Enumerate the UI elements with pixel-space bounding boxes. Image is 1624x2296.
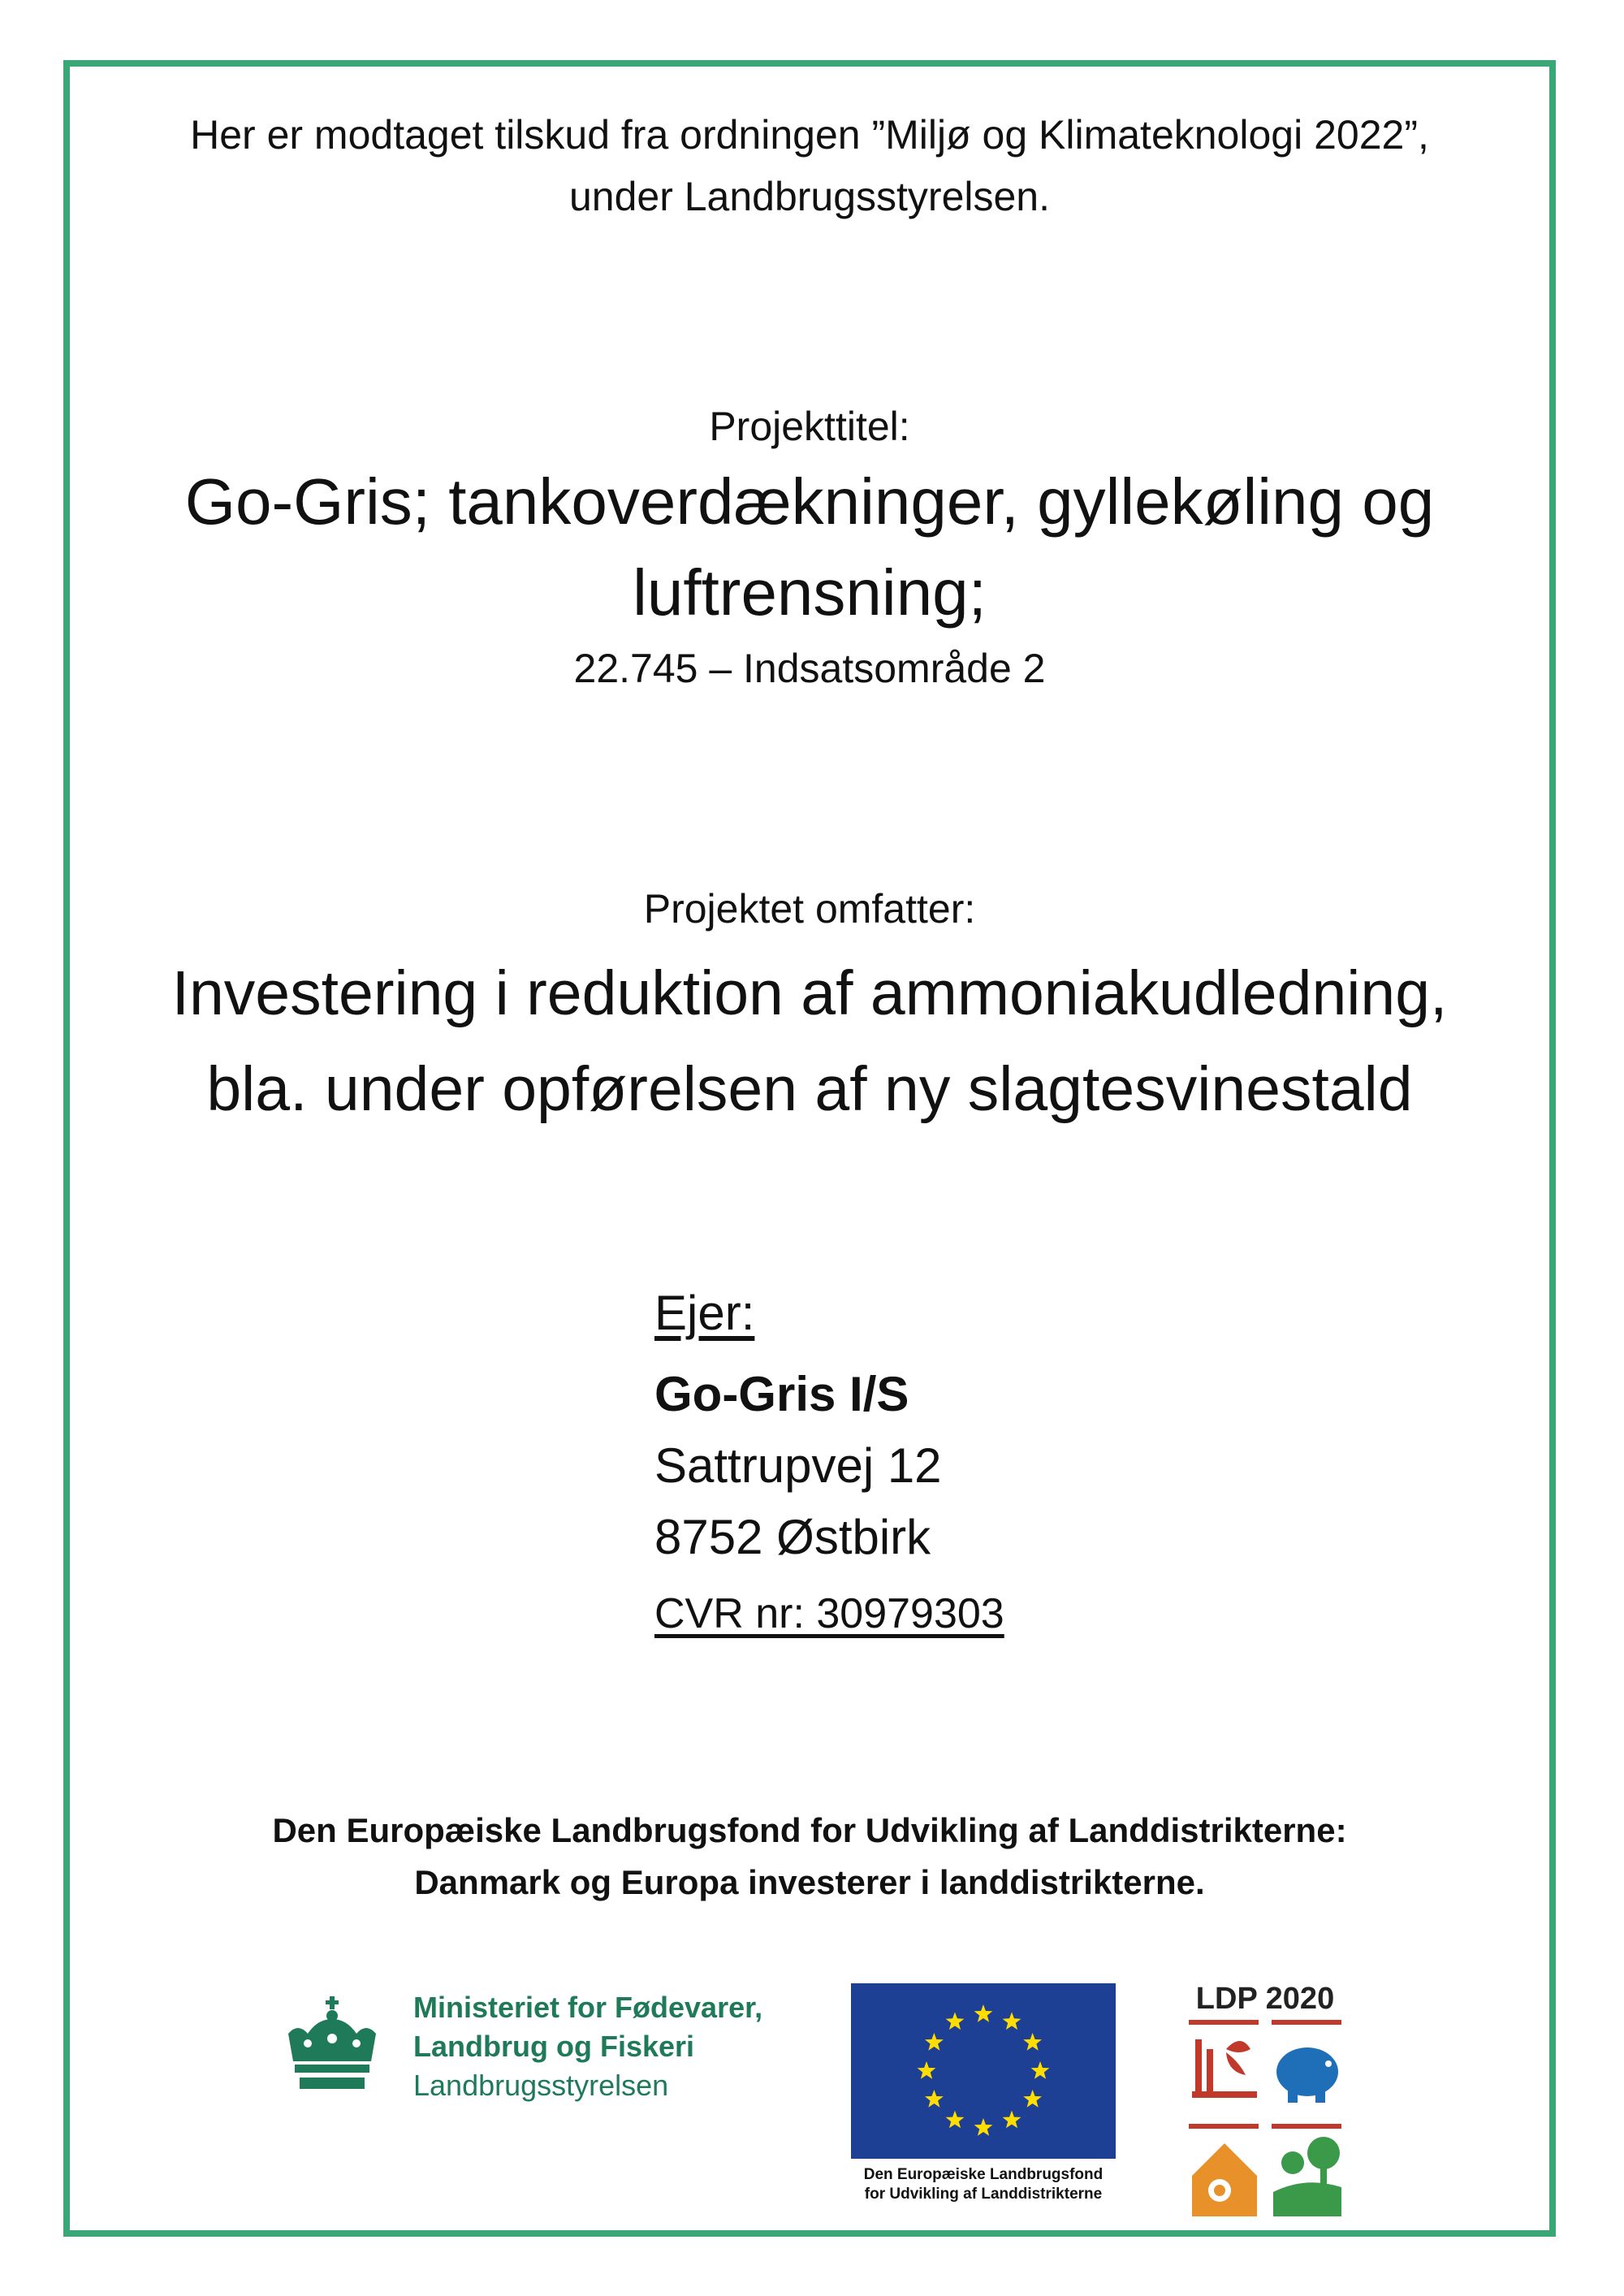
eu-statement-line-1: Den Europæiske Landbrugsfond for Udvikling af Landdistrikterne: bbox=[272, 1811, 1347, 1849]
piggy-bank-icon bbox=[1276, 2047, 1338, 2103]
project-scope-line-1: Investering i reduktion af ammoniakudledning, bbox=[171, 958, 1448, 1028]
ldp-logo bbox=[1186, 1982, 1345, 2224]
project-title bbox=[63, 456, 1556, 638]
landscape-tree-icon bbox=[1273, 2137, 1341, 2216]
project-title-line-1: Go-Gris; tankoverdækninger, gyllekøling og bbox=[184, 465, 1435, 538]
house-gear-icon bbox=[1192, 2143, 1257, 2216]
eu-statement-line-2: Danmark og Europa investerer i landdistrikterne. bbox=[414, 1863, 1205, 1901]
eu-flag-logo bbox=[851, 1983, 1116, 2204]
eu-flag-icon bbox=[851, 1983, 1116, 2159]
eu-caption-line-2: for Udvikling af Landdistrikterne bbox=[864, 2186, 1103, 2203]
ldp-icons bbox=[1186, 2017, 1345, 2220]
owner-street: Sattrupvej 12 bbox=[654, 1438, 942, 1493]
field-butterfly-icon bbox=[1192, 2039, 1257, 2098]
ministry-line-3: Landbrugsstyrelsen bbox=[413, 2069, 669, 2102]
project-scope bbox=[63, 945, 1556, 1137]
crown-icon bbox=[280, 1996, 384, 2097]
intro-line-1: Her er modtaget tilskud fra ordningen ”Miljø og Klimateknologi 2022”, bbox=[190, 112, 1429, 158]
project-subtitle: 22.745 – Indsatsområde 2 bbox=[573, 646, 1046, 691]
project-title-label: Projekttitel: bbox=[709, 404, 910, 449]
ministry-logo bbox=[280, 1988, 762, 2105]
project-title-line-2: luftrensning; bbox=[633, 556, 987, 629]
ministry-line-2: Landbrug og Fiskeri bbox=[413, 2030, 695, 2063]
eu-flag-caption bbox=[851, 2165, 1116, 2204]
owner-label: Ejer: bbox=[654, 1286, 755, 1340]
project-scope-label: Projektet omfatter: bbox=[643, 886, 976, 932]
owner-cvr: CVR nr: 30979303 bbox=[654, 1590, 1004, 1637]
owner-name: Go-Gris I/S bbox=[654, 1367, 909, 1421]
eu-statement bbox=[63, 1805, 1556, 1909]
intro-line-2: under Landbrugsstyrelsen. bbox=[568, 174, 1051, 219]
poster-frame bbox=[63, 60, 1556, 2237]
owner-block bbox=[654, 1285, 1004, 1638]
project-scope-line-2: bla. under opførelsen af ny slagtesvinestald bbox=[206, 1054, 1413, 1124]
ministry-line-1: Ministeriet for Fødevarer, bbox=[413, 1991, 763, 2024]
eu-caption-line-1: Den Europæiske Landbrugsfond bbox=[863, 2166, 1104, 2183]
ministry-text bbox=[413, 1988, 762, 2105]
ldp-title: LDP 2020 bbox=[1195, 1982, 1335, 2016]
owner-city: 8752 Østbirk bbox=[654, 1510, 931, 1564]
intro-text bbox=[63, 104, 1556, 227]
